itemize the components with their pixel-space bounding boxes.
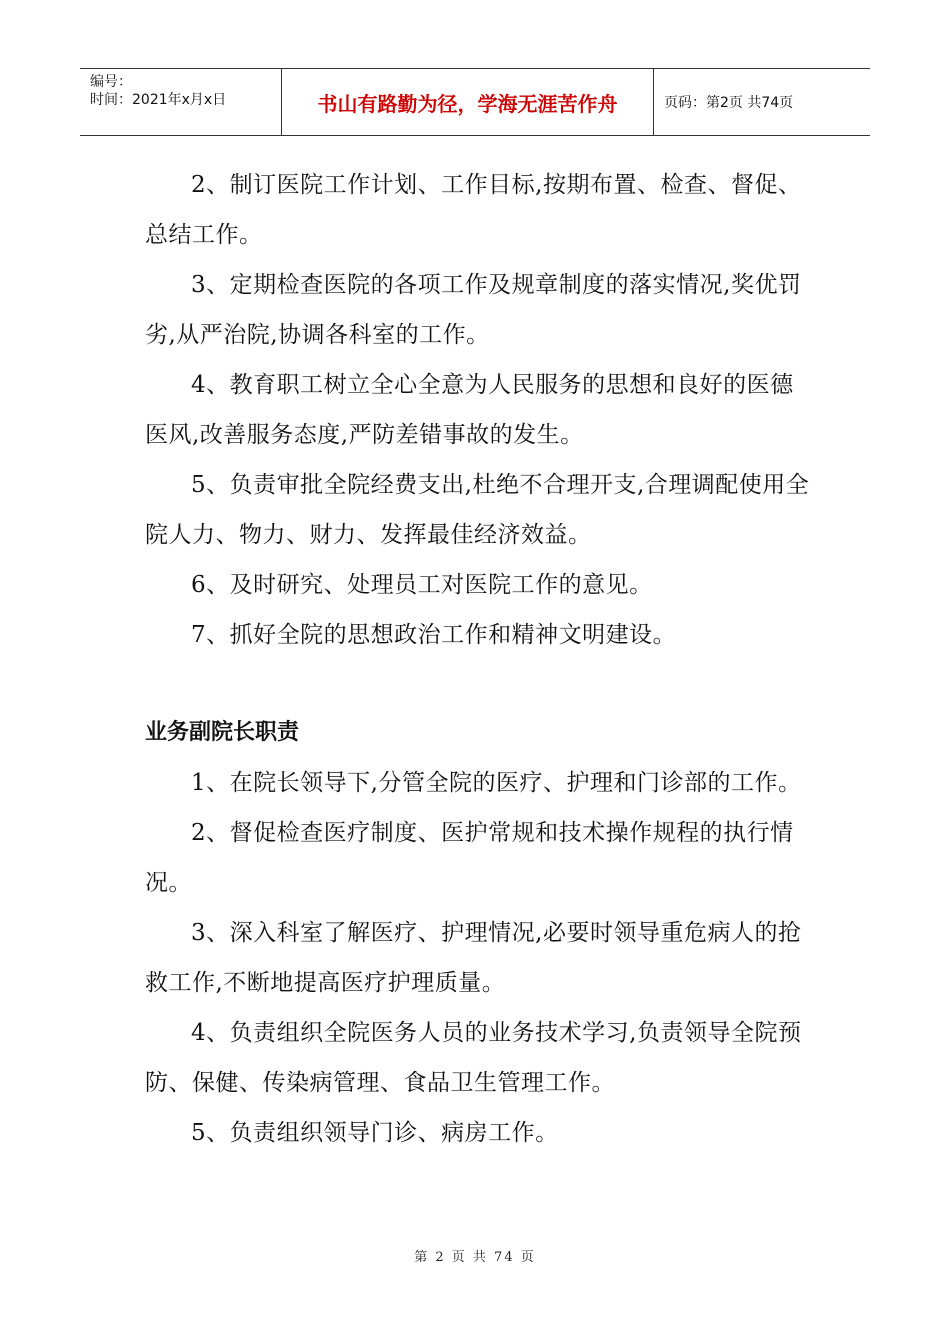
header-meta [80,69,282,135]
paragraph: 3、深入科室了解医疗、护理情况,必要时领导重危病人的抢救工作,不断地提高医疗护理质量。 [145,920,802,996]
header-motto: 书山有路勤为径，学海无涯苦作舟 [282,69,654,135]
paragraph: 1、在院长领导下,分管全院的医疗、护理和门诊部的工作。 [191,770,802,796]
header-page-info: 页码：第2页 共74页 [664,95,794,111]
paragraph: 7、抓好全院的思想政治工作和精神文明建设。 [191,622,677,648]
time-label: 时间：2021年x月x日 [90,92,227,108]
page-footer: 第 2 页 共 74 页 [414,1250,536,1265]
paragraph: 2、制订医院工作计划、工作目标,按期布置、检查、督促、总结工作。 [145,172,802,248]
paragraph: 2、督促检查医疗制度、医护常规和技术操作规程的执行情况。 [145,820,794,896]
document-header [80,68,870,136]
document-body [145,160,815,1158]
paragraph: 5、负责组织领导门诊、病房工作。 [191,1120,559,1146]
section-title: 业务副院长职责 [145,720,300,745]
paragraph: 6、及时研究、处理员工对医院工作的意见。 [191,572,653,598]
paragraph: 5、负责审批全院经费支出,杜绝不合理开支,合理调配使用全院人力、物力、财力、发挥最佳经济效益。 [145,472,810,548]
number-label: 编号： [90,74,132,90]
paragraph: 3、定期检查医院的各项工作及规章制度的落实情况,奖优罚劣,从严治院,协调各科室的工作。 [145,272,802,348]
paragraph: 4、负责组织全院医务人员的业务技术学习,负责领导全院预防、保健、传染病管理、食品卫生管理工作。 [145,1020,802,1096]
paragraph: 4、教育职工树立全心全意为人民服务的思想和良好的医德医风,改善服务态度,严防差错事故的发生。 [145,372,794,448]
